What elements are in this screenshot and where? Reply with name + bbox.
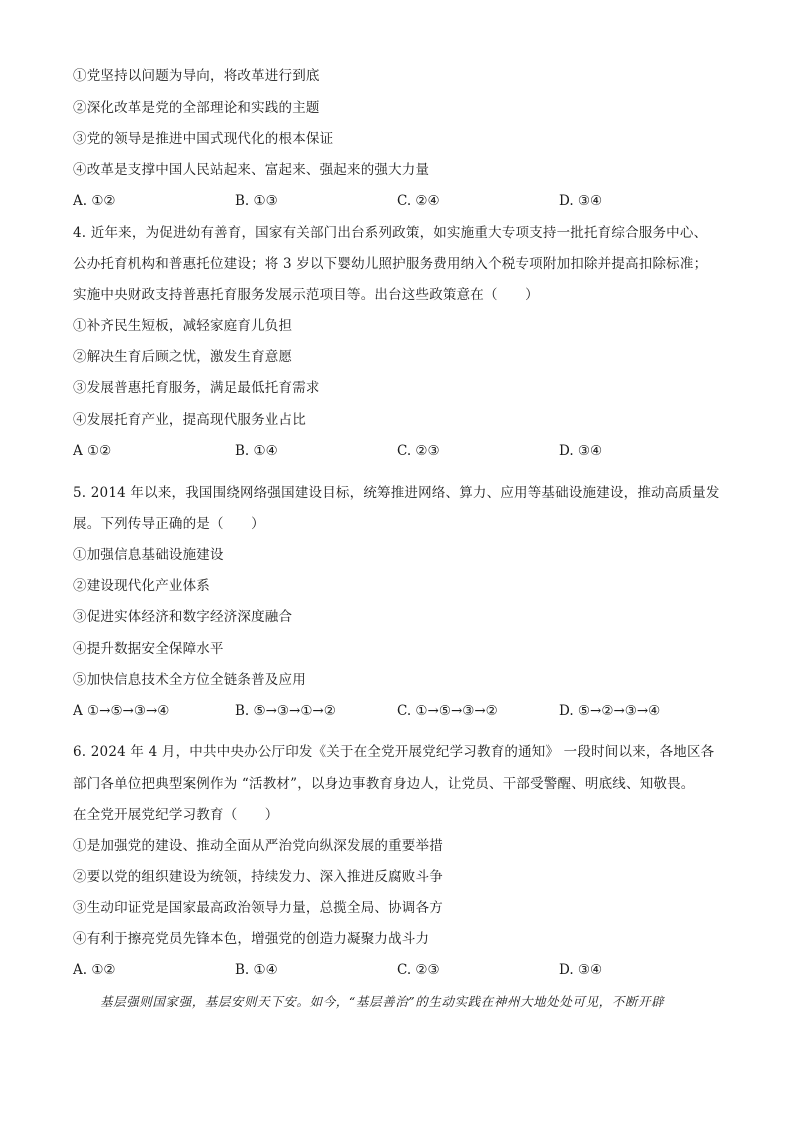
q6-stem-line-3: 在全党开展党纪学习教育（ ） bbox=[73, 807, 279, 823]
q5-item-4: ④提升数据安全保障水平 bbox=[73, 641, 224, 657]
q6-item-2: ②要以党的组织建设为统领，持续发力、深入推进反腐败斗争 bbox=[73, 869, 443, 885]
q4-option-d: D. ③④ bbox=[559, 443, 603, 459]
q4-stem-line-1: 4. 近年来，为促进幼有善育，国家有关部门出台系列政策，如实施重大专项支持一批托育综合服务中心、 bbox=[73, 225, 708, 241]
q6-item-1: ①是加强党的建设、推动全面从严治党向纵深发展的重要举措 bbox=[73, 838, 443, 854]
passage-intro-line: 基层强则国家强，基层安则天下安。如今，“基层善治”的生动实践在神州大地处处可见，不断开辟 bbox=[100, 994, 665, 1009]
q6-stem-line-2: 部门各单位把典型案例作为 “活教材”，以身边事教育身边人，让党员、干部受警醒、明底线、知敬畏。 bbox=[73, 776, 695, 792]
q3-option-d: D. ③④ bbox=[559, 193, 603, 209]
q4-item-3: ③发展普惠托育服务，满足最低托育需求 bbox=[73, 380, 320, 396]
q3-option-a: A. ①② bbox=[73, 193, 116, 209]
q5-item-5: ⑤加快信息技术全方位全链条普及应用 bbox=[73, 672, 306, 688]
q6-stem-line-1: 6. 2024 年 4 月，中共中央办公厅印发《关于在全党开展党纪学习教育的通知》 一段时间以来，各地区各 bbox=[73, 744, 715, 760]
q6-item-3: ③生动印证党是国家最高政治领导力量，总揽全局、协调各方 bbox=[73, 900, 443, 916]
q5-stem-line-2: 展。下列传导正确的是（ ） bbox=[73, 516, 265, 532]
q4-item-1: ①补齐民生短板，减轻家庭育儿负担 bbox=[73, 318, 293, 334]
q5-item-3: ③促进实体经济和数字经济深度融合 bbox=[73, 609, 293, 625]
q5-option-c: C. ①→⑤→③→② bbox=[397, 703, 498, 719]
q6-option-d: D. ③④ bbox=[559, 962, 603, 978]
q3-item-3: ③党的领导是推进中国式现代化的根本保证 bbox=[73, 131, 334, 147]
q4-item-2: ②解决生育后顾之忧，激发生育意愿 bbox=[73, 349, 293, 365]
q3-option-c: C. ②④ bbox=[397, 193, 440, 209]
q3-item-4: ④改革是支撑中国人民站起来、富起来、强起来的强大力量 bbox=[73, 162, 430, 178]
q6-option-b: B. ①④ bbox=[235, 962, 278, 978]
q4-stem-line-2: 公办托育机构和普惠托位建设；将 3 岁以下婴幼儿照护服务费用纳入个税专项附加扣除并提高扣除标准； bbox=[73, 256, 708, 272]
q5-item-1: ①加强信息基础设施建设 bbox=[73, 547, 224, 563]
q6-item-4: ④有利于擦亮党员先锋本色，增强党的创造力凝聚力战斗力 bbox=[73, 931, 430, 947]
q4-option-c: C. ②③ bbox=[397, 443, 440, 459]
q4-option-b: B. ①④ bbox=[235, 443, 278, 459]
q4-stem-line-3: 实施中央财政支持普惠托育服务发展示范项目等。出台这些政策意在（ ） bbox=[73, 287, 539, 303]
q5-item-2: ②建设现代化产业体系 bbox=[73, 578, 210, 594]
q6-option-c: C. ②③ bbox=[397, 962, 440, 978]
q3-option-b: B. ①③ bbox=[235, 193, 278, 209]
q5-option-d: D. ⑤→②→③→④ bbox=[559, 703, 661, 719]
q5-option-b: B. ⑤→③→①→② bbox=[235, 703, 336, 719]
q4-option-a: A ①② bbox=[73, 443, 112, 459]
q5-stem-line-1: 5. 2014 年以来，我国围绕网络强国建设目标，统筹推进网络、算力、应用等基础设施建设，推动高质量发 bbox=[73, 485, 720, 501]
q3-item-1: ①党坚持以问题为导向，将改革进行到底 bbox=[73, 68, 320, 84]
q6-option-a: A. ①② bbox=[73, 962, 116, 978]
q5-option-a: A ①→⑤→③→④ bbox=[73, 703, 170, 719]
q3-item-2: ②深化改革是党的全部理论和实践的主题 bbox=[73, 100, 320, 116]
q4-item-4: ④发展托育产业，提高现代服务业占比 bbox=[73, 412, 306, 428]
